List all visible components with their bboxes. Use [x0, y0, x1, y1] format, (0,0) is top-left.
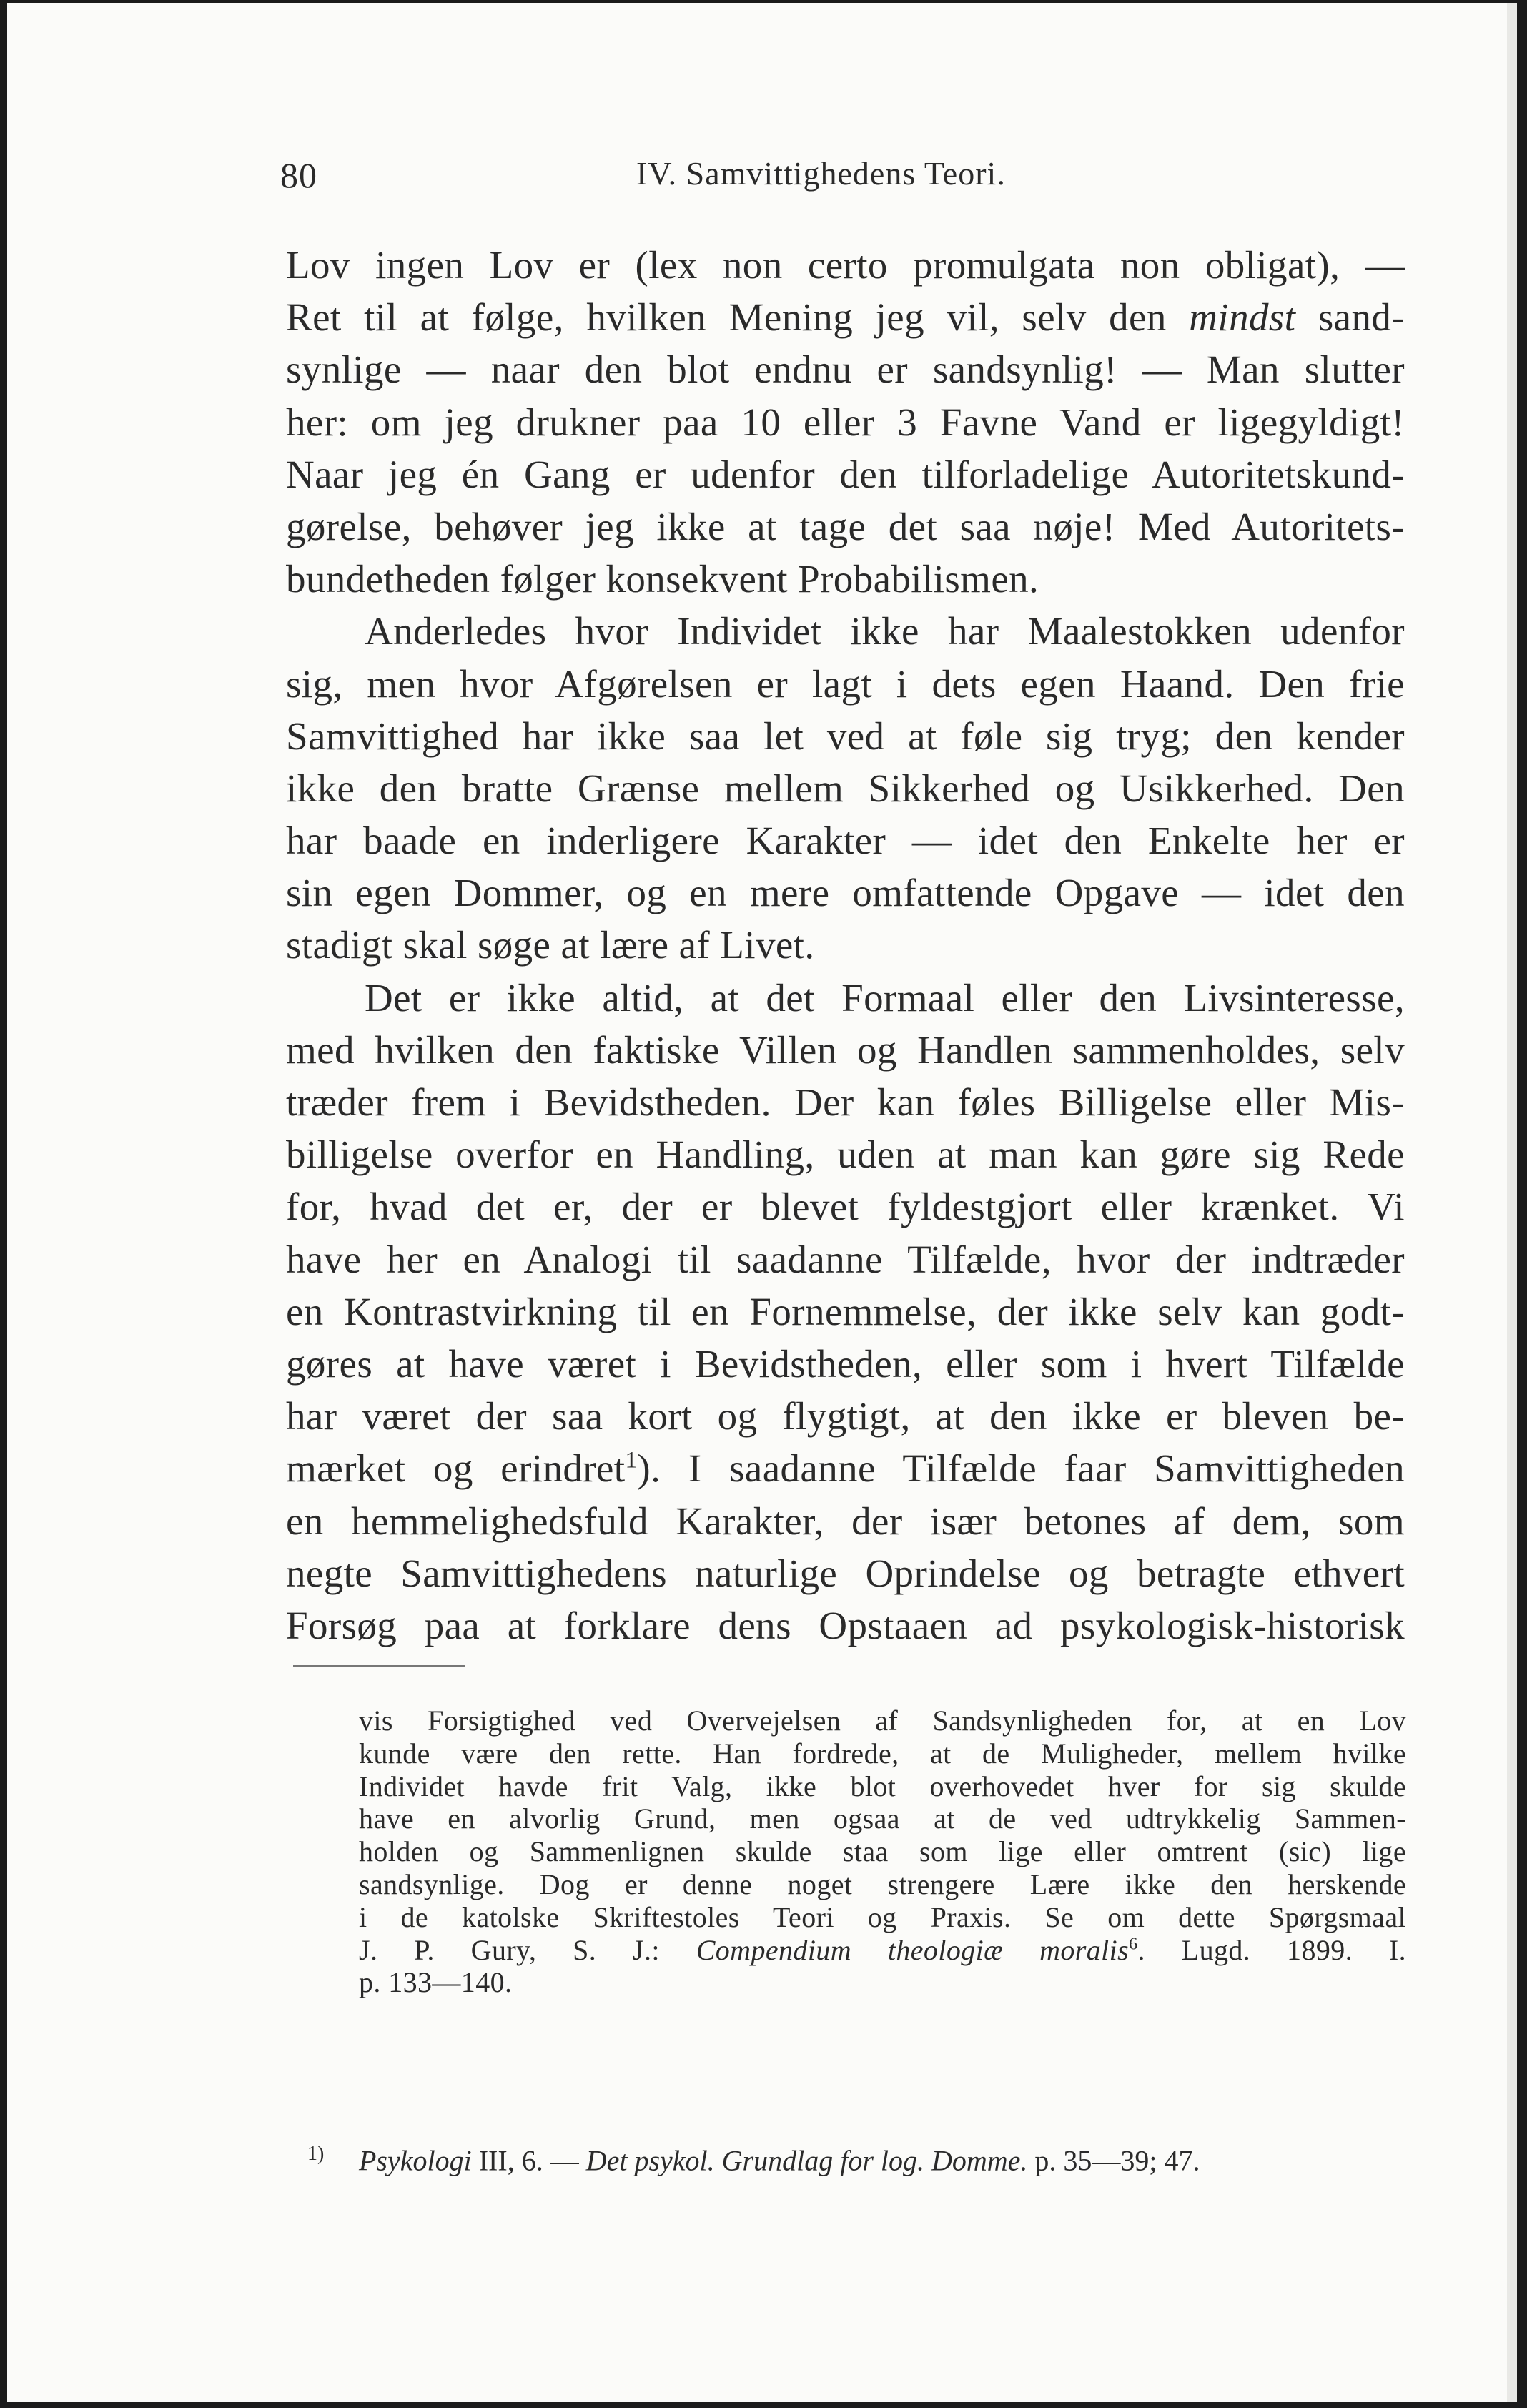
footnote-1: 1) Psykologi III, 6. — Det psykol. Grundlag for log. Domme. p. 35—39; 47. — [307, 2143, 1200, 2177]
body-line: billigelse overfor en Handling, uden at man kan gøre sig Rede — [286, 1133, 1405, 1177]
running-title: IV. Samvittighedens Teori. — [636, 155, 1006, 192]
body-line: Anderledes hvor Individet ikke har Maalestokken udenfor — [365, 609, 1405, 653]
citation-title: Det psykol. Grundlag for log. Domme. — [585, 2144, 1028, 2177]
body-line: en Kontrastvirkning til en Fornemmelse, der ikke selv kan godt- — [286, 1289, 1405, 1333]
page-number: 80 — [280, 155, 317, 195]
body-line: ikke den bratte Grænse mellem Sikkerhed og Usikkerhed. Den — [286, 766, 1405, 810]
body-line: Samvittighed har ikke saa let ved at føle sig tryg; den kender — [286, 714, 1405, 758]
body-line: har været der saa kort og flygtigt, at den ikke er bleven be- — [286, 1394, 1405, 1439]
body-line: bundetheden følger konsekvent Probabilismen. — [286, 557, 1039, 601]
body-line: Ret til at følge, hvilken Mening jeg vil, selv den mindst sand- — [286, 295, 1405, 340]
body-line: synlige — naar den blot endnu er sandsynlig! — Man slutter — [286, 347, 1405, 392]
body-line: have her en Analogi til saadanne Tilfælde, hvor der indtræder — [286, 1237, 1405, 1281]
body-text — [286, 239, 1405, 1652]
body-line: en hemmelighedsfuld Karakter, der især betones af dem, som — [286, 1499, 1405, 1543]
footnote-ref[interactable]: 1 — [625, 1447, 638, 1474]
body-line: negte Samvittighedens naturlige Oprindelse og betragte ethvert — [286, 1551, 1405, 1595]
body-line: har baade en inderligere Karakter — idet den Enkelte her er — [286, 819, 1405, 863]
body-line: Lov ingen Lov er (lex non certo promulgata non obligat), — — [286, 243, 1405, 287]
body-line: Forsøg paa at forklare dens Opstaaen ad psykologisk-historisk — [286, 1603, 1405, 1647]
running-head — [7, 146, 1517, 196]
body-line-with-footnote-ref: mærket og erindret$^1$). I saadanne Tilfælde faar Samvittigheden — [286, 1446, 1405, 1491]
body-line: Naar jeg én Gang er udenfor den tilforladelige Autoritetskund- — [286, 452, 1405, 496]
footnote-line: vis Forsigtighed ved Overvejelsen af Sandsynligheden for, at en Lov — [359, 1704, 1406, 1737]
body-line: stadigt skal søge at lære af Livet. — [286, 923, 815, 967]
footnote-line: kunde være den rette. Han fordrede, at de Muligheder, mellem hvilke — [359, 1737, 1406, 1770]
body-line: sin egen Dommer, og en mere omfattende Opgave — idet den — [286, 871, 1405, 915]
footnote-mark: 1) — [307, 2143, 325, 2165]
body-line: her: om jeg drukner paa 10 eller 3 Favne Vand er ligegyldigt! — [286, 400, 1405, 444]
footnote-line: i de katolske Skriftestoles Teori og Praxis. Se om dette Spørgsmaal — [359, 1900, 1406, 1933]
body-line: sig, men hvor Afgørelsen er lagt i dets egen Haand. Den frie — [286, 661, 1405, 706]
footnote-rule — [293, 1665, 465, 1667]
footnote-continued — [359, 1704, 1406, 1999]
body-line: Det er ikke altid, at det Formaal eller den Livsinteresse, — [365, 975, 1405, 1020]
footnote-line: holden og Sammenlignen skulde staa som lige eller omtrent (sic) lige — [359, 1835, 1406, 1868]
citation-title: Psykologi — [359, 2144, 472, 2177]
citation-title: Compendium theologiæ moralis — [696, 1933, 1130, 1966]
footnote-line: Individet havde frit Valg, ikke blot overhovedet hver for sig skulde — [359, 1770, 1406, 1802]
body-line: med hvilken den faktiske Villen og Handlen sammenholdes, selv — [286, 1027, 1405, 1072]
footnote-line: sandsynlige. Dog er denne noget strengere Lære ikke den herskende — [359, 1867, 1406, 1900]
book-page — [7, 3, 1517, 2402]
footnote-line: p. 133—140. — [359, 1966, 513, 1999]
footnote-line: have en alvorlig Grund, men ogsaa at de ved udtrykkelig Sammen- — [359, 1802, 1406, 1835]
page-edge-shadow — [1507, 3, 1517, 2402]
footnote-line-citation: J. P. Gury, S. J.: Compendium theologiæ moralis$^6$. Lugd. 1899. I. — [359, 1933, 1406, 1966]
emphasis: mindst — [1189, 295, 1296, 340]
body-line: gøres at have været i Bevidstheden, eller som i hvert Tilfælde — [286, 1341, 1405, 1386]
body-line: gørelse, behøver jeg ikke at tage det saa nøje! Med Autoritets- — [286, 504, 1405, 548]
body-line: for, hvad det er, der er blevet fyldestgjort eller krænket. Vi — [286, 1185, 1405, 1229]
body-line: træder frem i Bevidstheden. Der kan føles Billigelse eller Mis- — [286, 1080, 1405, 1124]
